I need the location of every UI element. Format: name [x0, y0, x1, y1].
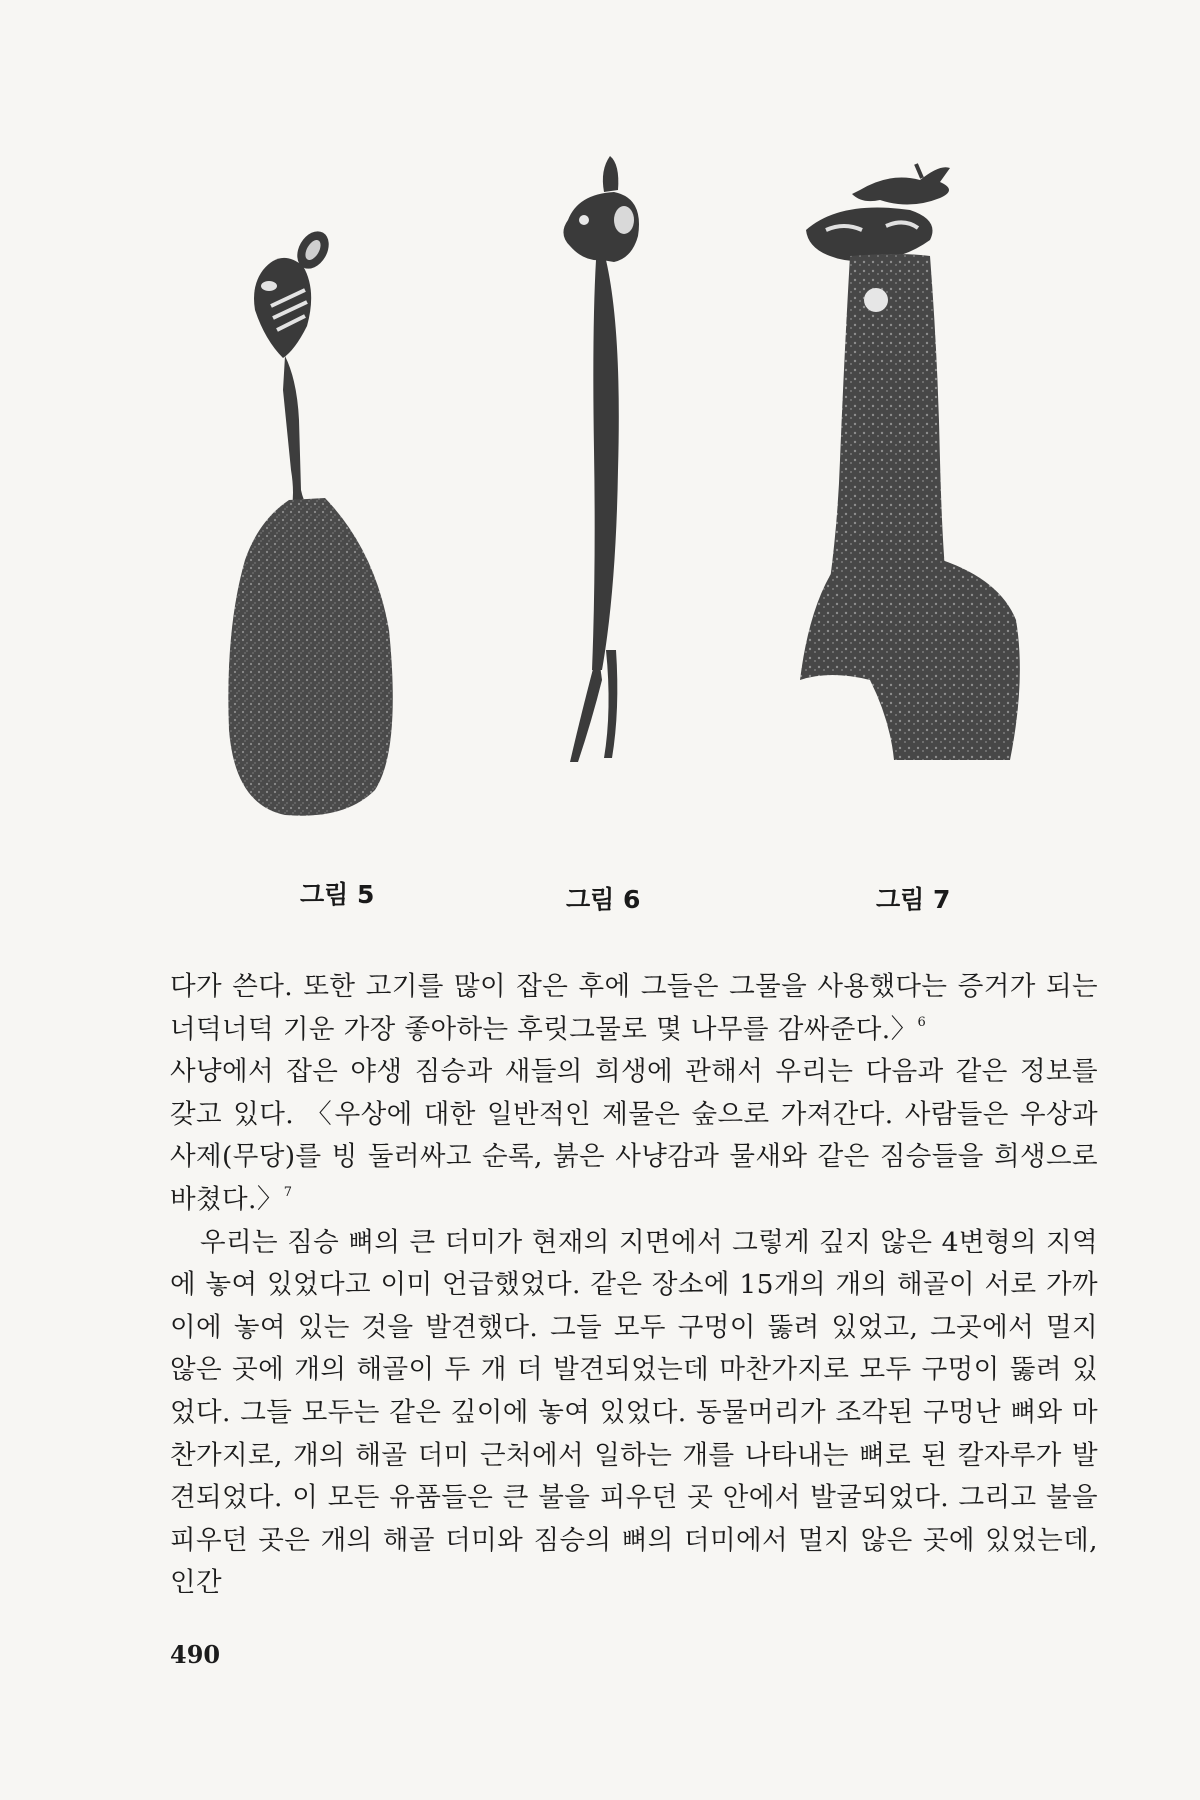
figure-row	[0, 150, 1200, 914]
figure-6	[548, 150, 668, 770]
figure-5-caption: 그림 5	[300, 880, 375, 909]
footnote-marker: 7	[283, 1184, 293, 1200]
figure-6-caption: 그림 6	[566, 885, 641, 914]
figure-7	[790, 160, 1050, 780]
figure-7-caption: 그림 7	[876, 885, 951, 914]
page-number: 490	[170, 1640, 221, 1669]
spatula-with-animal-head-and-bird-icon	[790, 160, 1050, 780]
paragraph: 다가 쓴다. 또한 고기를 많이 잡은 후에 그들은 그물을 사용했다는 증거가 되는 너덕너덕 기운 가장 좋아하는 후릿그물로 몇 나무를 감싸준다.〉$^6$	[170, 971, 1098, 1045]
spoon-with-animal-head-icon	[225, 230, 425, 830]
paragraph: 우리는 짐승 뼈의 큰 더미가 현재의 지면에서 그렇게 깊지 않은 4변형의 지역에 놓여 있었다고 이미 언급했었다. 같은 장소에 15개의 개의 해골이 서로 가까이에 놓여 있는 것을 발견했다. 그들 모두 구멍이 뚫려 있었고, 그곳에서 멀지 않은 곳에 개의 해골이 두 개 더 발견되었는데 마찬가지로 모두 구멍이 뚫려 있었다. 그들 모두는 같은 깊이에 놓여 있었다. 동물머리가 조각된 구멍난 뼈와 마찬가지로, 개의 해골 더미 근처에서 일하는 개를 나타내는 뼈로 된 칼자루가 발견되었다. 이 모든 유품들은 큰 불을 피우던 곳 안에서 발굴되었다. 그리고 불을 피우던 곳은 개의 해골 더미와 짐승의 뼈의 더미에서 멀지 않은 곳에 있었는데, 인간	[170, 1226, 1098, 1599]
figure-5	[225, 230, 425, 830]
paragraph: 사냥에서 잡은 야생 짐승과 새들의 희생에 관해서 우리는 다음과 같은 정보를 갖고 있다. 〈우상에 대한 일반적인 제물은 숲으로 가져간다. 사람들은 우상과 사제(무당)를 빙 둘러싸고 순록, 붉은 사냥감과 물새와 같은 짐승들을 희생으로 바쳤다.〉$^7$	[170, 1056, 1098, 1215]
footnote-marker: 6	[917, 1014, 927, 1030]
fork-with-animal-head-icon	[548, 150, 668, 770]
body-text	[170, 966, 1098, 1605]
